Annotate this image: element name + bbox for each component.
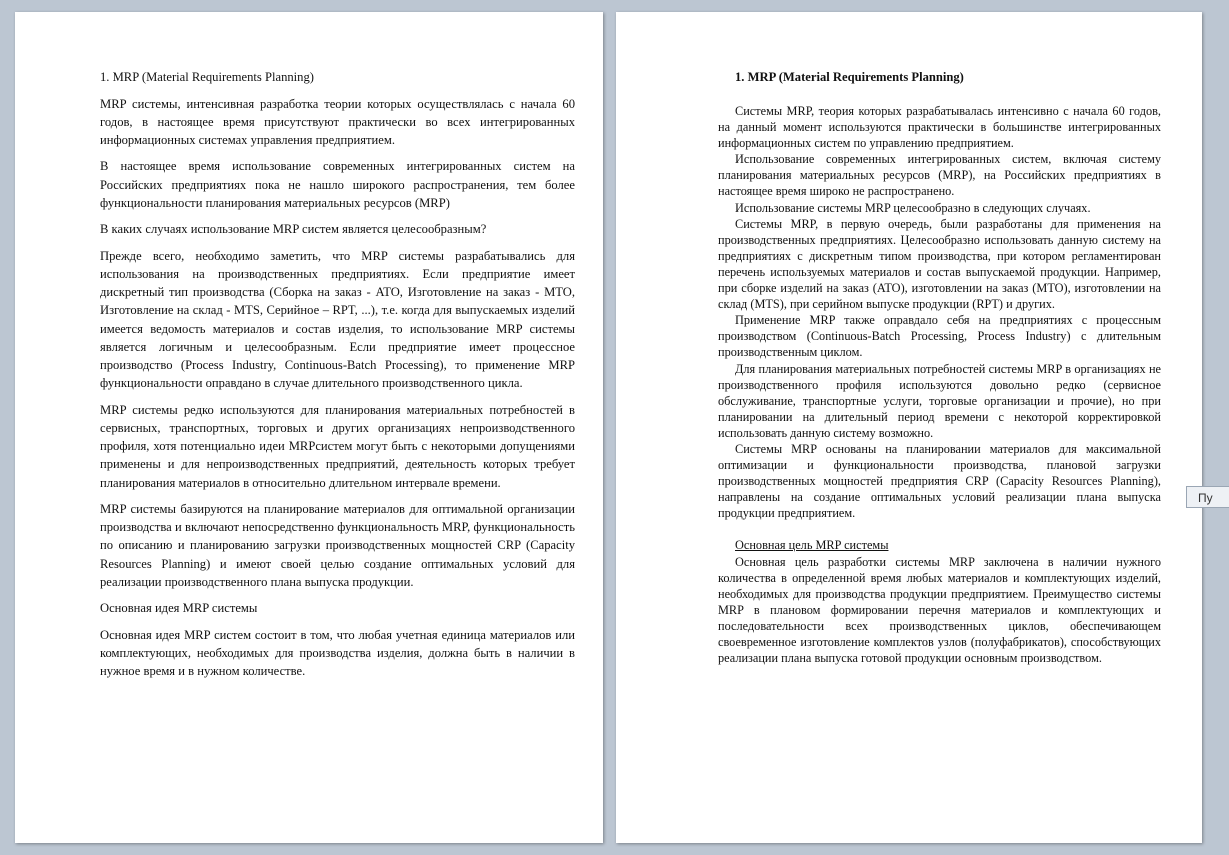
page-left-text-column xyxy=(100,68,575,689)
left-paragraph-1: MRP системы, интенсивная разработка теории которых осуществлялась с начала 60 годов, в настоящее время присутствуют практически во всех интегрированных информационных системах управления предприятием. xyxy=(100,96,575,147)
right-paragraph-3: Использование системы MRP целесообразно в следующих случаях. xyxy=(735,200,1091,215)
left-paragraph-3: В каких случаях использование MRP систем является целесообразным? xyxy=(100,222,487,237)
left-paragraph-8: Основная идея MRP систем состоит в том, что любая учетная единица материалов или комплектующих, необходимых для производства изделия, должна быть в наличии в нужное время и в нужном количестве. xyxy=(100,627,575,679)
right-final-paragraph: Основная цель разработки системы MRP заключена в наличии нужного количества в определенной время любых материалов и комплектующих изделий, необходимых для производства продукции предприятием. Преимущество системы MRP в плановом формировании перечня материалов и комплектующих и последовательности всех производственных циклов, обеспечивающем своевременное изготовление комплектов узлов (полуфабрикатов), способствующих реализации плана выпуска готовой продукции основным производством. xyxy=(718,554,1161,666)
document-page-right xyxy=(616,12,1202,843)
document-page-left xyxy=(15,12,603,843)
side-panel-tab[interactable]: Пу xyxy=(1186,486,1229,508)
page-right-text-column xyxy=(718,68,1161,666)
right-paragraph-7: Системы MRP основаны на планировании материалов для максимальной оптимизации и функциональности производства, плановой загрузки производственных мощностей предприятия CRP (Capacity Resources Planning), направлены на создание оптимальных условий реализации плана выпуска продукции предприятием. xyxy=(718,441,1161,521)
right-paragraph-4: Системы MRP, в первую очередь, были разработаны для применения на производственных предприятиях. Целесообразно использовать данную систему на предприятиях с дискретным типом производства, при котором регламентирован перечень используемых материалов и состав выпускаемой продукции. Например, при сборке изделий на заказ (ATO), изготовлении на заказ (MTO), изготовлении на склад (MTS), при серийном выпуске продукции (RPT) и других. xyxy=(718,216,1161,312)
left-paragraph-4: Прежде всего, необходимо заметить, что MRP системы разрабатывались для использования на производственных предприятиях. Если предприятие имеет дискретный тип производства (Сборка на заказ - ATO, Изготовление на заказ - MTO, Изготовление на склад - MTS, Серийное – RPT, ...), т.е. когда для выпускаемых изделий имеется ведомость материалов и состав изделия, то использование MRP системы является логичным и целесообразным. Если предприятие имеет процессное производство (Process Industry, Continuous-Batch Processing), то применение MRP функциональности оправдано в случае длительного производственного цикла. xyxy=(100,248,575,391)
left-subheading: Основная идея MRP системы xyxy=(100,601,258,616)
paragraph-gap xyxy=(718,521,1161,537)
left-page-heading: 1. MRP (Material Requirements Planning) xyxy=(100,70,314,84)
right-page-heading: 1. MRP (Material Requirements Planning) xyxy=(735,70,964,84)
right-paragraph-5: Применение MRP также оправдало себя на предприятиях с процессным производством (Continuous-Batch Processing, Process Industry) с длительным производственным циклом. xyxy=(718,313,1161,360)
right-paragraph-1: Системы MRP, теория которых разрабатывалась интенсивно с начала 60 годов, на данный момент используются практически в большинстве интегрированных информационных систем по управлению предприятием. xyxy=(718,104,1161,151)
left-paragraph-6: MRP системы базируются на планирование материалов для оптимальной организации производства и включают непосредственно функциональность MRP, функциональность по описанию и планированию загрузки производственных мощностей CRP (Capacity Resources Planning) и имеют своей целью создание оптимальных условий для реализации производственного плана выпуска продукции. xyxy=(100,502,575,589)
right-paragraph-2: Использование современных интегрированных систем, включая систему планирования материальных ресурсов (MRP), на Российских предприятиях в настоящее время широко не распространено. xyxy=(718,152,1161,199)
left-paragraph-5: MRP системы редко используются для планирования материальных потребностей в сервисных, транспортных, торговых и других организациях непроизводственного профиля, хотя потенциально идеи MRPсистем могут быть с некоторыми допущениями применены и для непроизводственных предприятий, деятельность которых требует планирования материалов в относительно длительном интервале времени. xyxy=(100,402,575,490)
right-paragraph-6: Для планирования материальных потребностей системы MRP в организациях не производственного профиля используются довольно редко (сервисное обслуживание, транспортные услуги, торговые организации и прочие), но при планировании на длительный период времени с некоторой корректировкой использовать данную систему возможно. xyxy=(718,361,1161,440)
right-subheading: Основная цель MRP системы xyxy=(735,538,889,553)
left-paragraph-2: В настоящее время использование современных интегрированных систем на Российских предприятиях пока не нашло широкого распространения, тем более функциональности планирования материальных ресурсов (MRP) xyxy=(100,159,575,210)
